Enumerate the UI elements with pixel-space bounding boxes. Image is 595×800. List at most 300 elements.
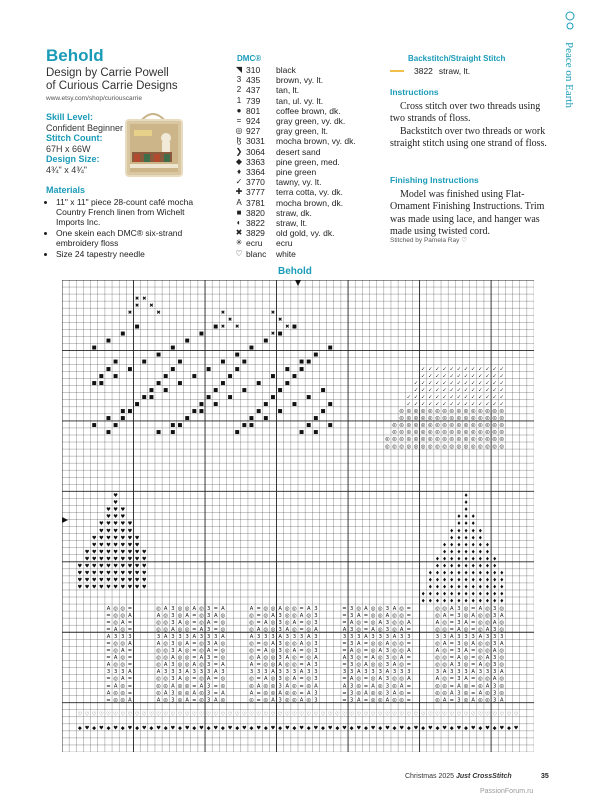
stitch-symbol: ◎ [428,443,433,450]
stitch-symbol: ♥ [106,528,111,535]
color-key [232,65,356,259]
key-color-name: old gold, vy. dk. [276,228,335,239]
key-number: 3064 [246,146,265,157]
stitch-symbol: ♡ [399,711,405,718]
stitch-symbol: 3 [493,683,497,690]
stitch-symbol: ♡ [435,711,440,718]
stitch-symbol: 3 [493,605,497,612]
stitch-symbol: ◎ [184,655,190,662]
skill-value: Confident Beginner [46,122,124,133]
stitch-symbol: ♦ [470,570,476,577]
stitch-symbol: ◎ [377,612,383,619]
stitch-symbol: 3 [164,669,168,676]
instructions-section [390,86,550,151]
stitch-symbol: ◎ [199,662,204,669]
stitch-symbol: ✓ [478,366,483,373]
stitch-symbol: ◎ [263,683,269,690]
stitch-symbol: ✓ [442,366,447,373]
stitch-symbol: A [128,669,132,676]
stitch-symbol: ◎ [270,626,276,633]
stitch-symbol: A [249,690,254,697]
stitch-symbol: A [314,655,318,662]
stitch-symbol: ◎ [392,612,397,619]
stitch-symbol: ◎ [499,655,505,662]
stitch-symbol: = [363,648,369,655]
stitch-symbol: 3 [349,669,354,676]
stitch-symbol: = [192,683,197,690]
finished-ornament-photo [118,108,188,178]
stitch-symbol: 3 [457,662,461,669]
stitch-symbol: ■ [234,352,240,359]
stitch-symbol: ◎ [463,612,469,619]
stitch-symbol: ◎ [177,662,183,669]
stitch-symbol: ■ [213,323,219,330]
stitch-symbol: ◎ [478,429,483,436]
stitch-symbol: A [264,619,268,626]
stitch-count-value: 67H x 66W [46,143,91,154]
stitch-symbol: ♡ [420,711,426,718]
stitch-symbol: = [127,648,133,655]
stitch-symbol: ✖ [270,309,276,316]
stitch-symbol: ♡ [463,711,469,718]
stitch-symbol: ♥ [120,556,126,563]
key-symbol: 3 [236,75,242,85]
footer [405,773,512,780]
stitch-symbol: ✓ [471,387,476,394]
stitch-symbol: ✓ [478,380,483,387]
stitch-symbol: ◎ [270,683,276,690]
stitch-symbol: A [128,641,132,648]
stitch-symbol: ♥ [470,725,476,732]
stitch-symbol: ♦ [485,577,490,584]
stitch-symbol: ◎ [377,605,383,612]
key-color-name: terra cotta, vy. dk. [276,187,343,198]
stitch-symbol: ♡ [392,711,397,718]
stitch-symbol: ♥ [91,542,97,549]
stitch-symbol: 3 [385,655,390,662]
stitch-symbol: ♦ [456,528,462,535]
stitch-symbol: A [364,605,368,612]
stitch-symbol: ◎ [492,415,497,422]
stitch-symbol: ♦ [463,500,469,507]
stitch-symbol: ■ [120,331,126,338]
stitch-symbol: = [106,619,111,626]
stitch-symbol: ♡ [356,711,362,718]
key-color-name: straw, dk. [276,207,312,218]
stitch-symbol: ◆ [506,725,511,732]
stitch-symbol: ✓ [428,401,433,408]
stitch-symbol: A [492,676,497,683]
stitch-symbol: ♦ [435,577,440,584]
stitch-symbol: ◎ [163,683,168,690]
stitch-symbol: = [363,697,369,704]
stitch-symbol: ◎ [485,619,490,626]
stitch-symbol: A [156,612,161,619]
stitch-symbol: ♡ [506,711,512,718]
key-row [232,65,356,75]
stitch-symbol: 3 [385,662,390,669]
stitch-symbol: ♥ [91,577,97,584]
stitch-symbol: ■ [284,380,290,387]
stitch-symbol: ■ [227,394,233,401]
pattern-chart [62,280,534,752]
stitch-symbol: ◎ [285,676,290,683]
stitch-symbol: A [500,612,504,619]
stitch-symbol: ♥ [99,549,104,556]
stitch-symbol: ◎ [377,697,383,704]
stitch-symbol: ◎ [292,641,297,648]
stitch-symbol: = [299,648,304,655]
stitch-symbol: ♡ [335,711,340,718]
stitch-symbol: ✓ [456,366,462,373]
stitch-symbol: ♦ [492,563,497,570]
materials-list [46,197,206,259]
stitch-symbol: 3 [385,605,390,612]
stitch-symbol: ■ [313,415,319,422]
stitch-symbol: ◎ [442,683,447,690]
stitch-symbol: ♡ [492,711,497,718]
stitch-symbol: ♥ [113,535,118,542]
stitch-symbol: ✓ [420,366,426,373]
stitch-symbol: = [406,605,412,612]
stitch-symbol: ♥ [256,725,261,732]
stitch-symbol: 3 [199,669,204,676]
stitch-symbol: ♥ [141,556,147,563]
stitch-symbol: ◎ [435,626,440,633]
stitch-symbol: ◆ [292,725,297,732]
stitch-symbol: ◎ [485,690,490,697]
stitch-symbol: ♦ [463,507,469,514]
stitch-symbol: ✓ [420,401,426,408]
center-arrow-left [62,516,68,524]
stitch-symbol: ◎ [377,655,383,662]
stitch-symbol: A [292,619,297,626]
stitch-symbol: ♥ [120,577,126,584]
stitch-symbol: ◎ [377,690,383,697]
stitch-symbol: ♡ [199,711,204,718]
stitch-symbol: A [485,655,490,662]
stitch-symbol: ♥ [127,584,133,591]
stitch-symbol: 3 [106,669,111,676]
stitch-symbol: ◎ [485,415,490,422]
stitch-symbol: ■ [234,366,240,373]
stitch-symbol: ♥ [127,549,133,556]
stitch-symbol: ◎ [199,605,204,612]
stitch-symbol: = [192,697,197,704]
key-row [232,187,356,197]
stitch-symbol: ◎ [156,676,161,683]
stitch-symbol: ◎ [249,697,254,704]
stitch-symbol: ◎ [292,605,297,612]
stitch-symbol: ■ [241,387,247,394]
stitch-symbol: ♡ [377,711,383,718]
backstitch-row [390,66,470,76]
stitch-symbol: ■ [91,380,97,387]
stitch-symbol: 3 [471,633,475,640]
key-row [232,167,356,177]
stitch-symbol: ◎ [113,612,118,619]
stitch-symbol: 3 [349,626,354,633]
center-arrow-top [294,280,302,286]
stitch-symbol: A [457,655,461,662]
stitch-symbol: = [471,655,476,662]
stitch-symbol: = [213,619,218,626]
stitch-symbol: = [213,676,218,683]
stitch-symbol: ◎ [470,429,476,436]
stitch-symbol: ♥ [77,570,83,577]
stitch-symbol: A [185,641,189,648]
stitch-count-label: Stitch Count: [46,133,103,143]
stitch-symbol: 3 [314,690,318,697]
stitch-symbol: ◎ [449,415,455,422]
key-row [232,106,356,116]
stitch-symbol: ✓ [435,394,440,401]
stitch-symbol: A [113,655,118,662]
stitch-symbol: A [185,612,189,619]
stitch-symbol: ◎ [177,690,183,697]
key-symbol: ♡ [235,248,243,258]
stitch-symbol: 3 [435,633,440,640]
stitch-symbol: ♦ [478,563,483,570]
stitch-symbol: = [256,612,261,619]
stitch-symbol: ◎ [184,626,190,633]
stitch-symbol: ♡ [306,711,312,718]
stitch-symbol: ♡ [327,711,333,718]
stitch-symbol: ◎ [435,690,440,697]
footer-magazine: Just CrossStitch [455,773,512,780]
stitch-symbol: ✓ [442,373,447,380]
stitch-symbol: ♥ [113,577,118,584]
stitch-symbol: ◎ [156,605,161,612]
stitch-symbol: ♡ [349,711,354,718]
stitch-symbol: ◎ [306,619,311,626]
stitch-symbol: = [342,690,347,697]
key-heading: DMC® [237,54,262,63]
stitch-symbol: ◎ [478,626,483,633]
stitch-symbol: ♥ [227,725,233,732]
stitch-symbol: 3 [249,669,254,676]
key-row [232,75,356,85]
backstitch-number: 3822 [414,66,433,76]
stitch-symbol: = [471,690,476,697]
stitch-symbol: ◎ [499,443,505,450]
stitch-symbol: 3 [314,669,318,676]
stitch-symbol: ♥ [120,570,126,577]
stitch-symbol: ◎ [478,619,483,626]
stitch-symbol: ♡ [406,711,412,718]
stitch-symbol: ■ [127,408,133,415]
stitch-symbol: A [106,690,111,697]
stitch-symbol: 3 [271,633,275,640]
stitch-symbol: ◎ [199,648,204,655]
key-row [232,249,356,259]
stitch-symbol: 3 [156,633,161,640]
stitch-symbol: ◎ [449,422,455,429]
stitch-symbol: ◎ [306,648,311,655]
stitch-symbol: ♦ [449,535,455,542]
stitch-symbol: ♡ [170,711,176,718]
stitch-symbol: ✓ [485,380,490,387]
stitch-symbol: ◎ [485,429,490,436]
stitch-symbol: ♡ [99,711,104,718]
stitch-symbol: ◎ [163,612,168,619]
stitch-symbol: A [178,619,182,626]
stitch-symbol: ✓ [456,401,462,408]
stitch-symbol: ♡ [413,711,419,718]
stitch-symbol: ◎ [478,676,483,683]
stitch-symbol: 3 [364,669,368,676]
stitch-symbol: ♦ [485,584,490,591]
stitch-symbol: A [371,655,375,662]
key-color-name: mocha brown, vy. dk. [276,136,356,147]
stitch-symbol: ◎ [413,443,419,450]
stitch-symbol: ♦ [442,563,447,570]
stitch-symbol: A [385,641,390,648]
stitch-symbol: ◎ [463,655,469,662]
stitch-symbol: ◎ [428,436,433,443]
stitch-symbol: ♥ [84,570,90,577]
stitch-symbol: ◎ [435,641,440,648]
stitch-symbol: ✓ [449,366,454,373]
stitch-symbol: A [285,655,290,662]
stitch-symbol: = [106,641,111,648]
stitch-symbol: ✖ [227,316,233,323]
stitch-symbol: ◎ [435,683,440,690]
stitch-symbol: ◎ [485,408,490,415]
stitch-symbol: ✖ [220,323,226,330]
stitch-symbol: ♥ [84,577,90,584]
stitch-symbol: ◎ [263,690,269,697]
stitch-symbol: ◎ [442,619,447,626]
key-symbol: ɮ [236,136,242,146]
stitch-symbol: ◆ [235,725,240,732]
stitch-symbol: A [371,626,375,633]
stitch-symbol: ♦ [442,584,447,591]
stitch-symbol: 3 [278,641,282,648]
stitch-symbol: A [478,662,483,669]
stitch-symbol: ◎ [463,697,469,704]
stitch-symbol: 3 [171,676,175,683]
stitch-symbol: = [127,605,133,612]
stitch-symbol: ■ [313,352,319,359]
stitch-symbol: ♥ [141,584,147,591]
stitch-symbol: ◎ [120,612,126,619]
stitch-symbol: 3 [285,633,289,640]
stitch-symbol: 3 [214,633,218,640]
stitch-symbol: ◎ [399,422,404,429]
stitch-symbol: A [178,676,182,683]
key-symbol: ✖ [235,228,243,238]
stitch-symbol: ♦ [456,556,462,563]
stitch-symbol: ■ [206,394,212,401]
stitch-symbol: = [449,676,454,683]
backstitch-swatch [390,70,404,72]
stitch-symbol: A [442,612,447,619]
stitch-symbol: ◎ [370,662,376,669]
stitch-symbol: ◎ [263,697,269,704]
key-color-name: coffee brown, dk. [276,105,341,116]
stitch-symbol: ◎ [463,641,469,648]
stitch-symbol: 3 [457,619,461,626]
stitch-symbol: ♥ [127,521,133,528]
stitch-symbol: ♦ [456,591,462,598]
stitch-symbol: A [278,662,282,669]
stitch-symbol: ■ [320,387,326,394]
stitch-symbol: 3 [292,669,297,676]
stitch-symbol: ✓ [471,394,476,401]
stitch-symbol: ◎ [449,443,455,450]
stitch-symbol: ◎ [377,641,383,648]
stitch-symbol: ◎ [220,612,226,619]
stitch-symbol: = [213,648,218,655]
stitch-symbol: ◎ [177,697,183,704]
stitch-symbol: ■ [299,359,305,366]
stitch-symbol: = [406,690,412,697]
stitch-symbol: ◎ [263,655,269,662]
stitch-symbol: ✖ [134,302,140,309]
stitch-symbol: ♥ [91,535,97,542]
stitch-symbol: ◎ [435,443,440,450]
stitch-symbol: ♡ [313,711,319,718]
stitch-symbol: ■ [141,359,147,366]
stitch-symbol: ◎ [163,697,168,704]
stitch-symbol: A [357,697,361,704]
stitch-symbol: ◎ [435,422,440,429]
stitch-symbol: ✖ [235,323,240,330]
key-row [232,116,356,126]
stitch-symbol: ◎ [478,683,483,690]
stitch-symbol: 3 [349,655,354,662]
design-size-value: 4¾" x 4¾" [46,164,87,175]
stitch-symbol: ♥ [427,725,433,732]
designer-url[interactable]: www.etsy.com/shop/curiouscarrie [46,95,142,102]
stitch-symbol: A [471,697,475,704]
stitch-symbol: ♥ [113,514,118,521]
stitch-symbol: ✓ [435,387,440,394]
stitch-symbol: ♦ [470,535,476,542]
stitch-symbol: ◎ [442,648,447,655]
stitch-symbol: A [192,605,197,612]
stitch-symbol: ◎ [399,443,404,450]
stitch-symbol: 3 [385,633,390,640]
stitch-symbol: ♥ [127,725,133,732]
key-number: 3781 [246,197,265,208]
stitch-symbol: ♥ [106,549,111,556]
stitch-symbol: ◎ [435,415,440,422]
stitch-symbol: ■ [170,429,176,436]
stitch-symbol: ♦ [463,598,469,605]
stitch-symbol: 3 [485,633,490,640]
stitch-symbol: ♦ [442,598,447,605]
stitch-symbol: ♥ [499,725,505,732]
stitch-symbol: ✓ [463,387,469,394]
stitch-symbol: ◆ [263,725,268,732]
stitch-symbol: ♡ [177,711,183,718]
stitch-symbol: = [342,619,347,626]
stitch-symbol: ♦ [492,556,497,563]
stitch-symbol: ◎ [435,612,440,619]
stitch-symbol: ◎ [492,422,497,429]
stitch-symbol: A [106,633,111,640]
stitch-symbol: ♥ [77,563,83,570]
stitch-symbol: ◎ [184,662,190,669]
stitch-symbol: 3 [407,669,411,676]
key-symbol: ✓ [235,177,243,187]
stitch-symbol: ♥ [113,584,118,591]
stitch-symbol: ♥ [127,563,133,570]
stitch-symbol: ◎ [249,641,254,648]
stitch-symbol: ■ [113,422,119,429]
